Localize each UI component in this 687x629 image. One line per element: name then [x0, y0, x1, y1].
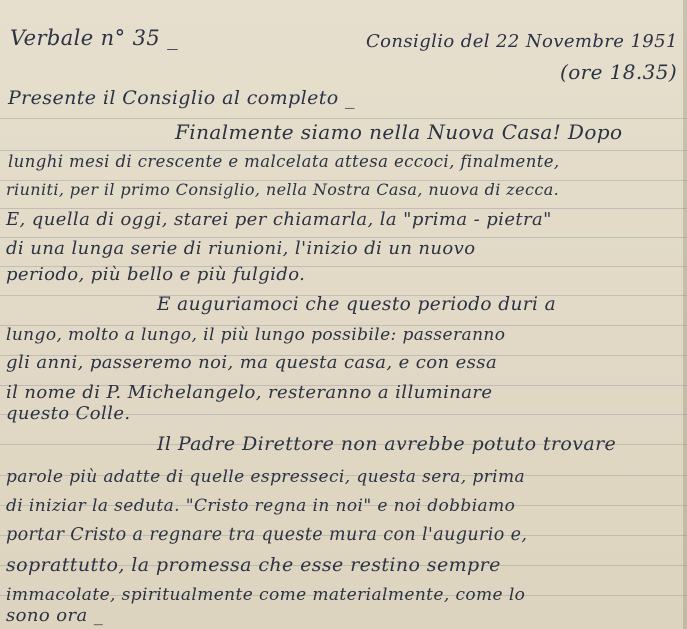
- text-line: E, quella di oggi, starei per chiamarla, la "prima - pietra": [6, 209, 552, 230]
- verbale-number: Verbale n° 35 _: [10, 26, 179, 50]
- text-line: di iniziar la seduta. "Cristo regna in noi" e noi dobbiamo: [6, 496, 516, 516]
- text-line: immacolate, spiritualmente come materialmente, come lo: [6, 585, 526, 605]
- text-line: gli anni, passeremo noi, ma questa casa, e con essa: [6, 352, 498, 373]
- text-line: Presente il Consiglio al completo _: [8, 87, 355, 109]
- text-line: riuniti, per il primo Consiglio, nella Nostra Casa, nuova di zecca.: [6, 180, 560, 199]
- text-line: parole più adatte di quelle espresseci, questa sera, prima: [6, 467, 526, 487]
- page-edge: [683, 0, 687, 629]
- text-line: Il Padre Direttore non avrebbe potuto trovare: [157, 433, 617, 455]
- text-line: soprattutto, la promessa che esse restino sempre: [6, 554, 501, 576]
- meeting-time: (ore 18.35): [560, 60, 678, 84]
- text-line: lunghi mesi di crescente e malcelata attesa eccoci, finalmente,: [8, 152, 560, 171]
- text-line: sono ora _: [6, 605, 104, 626]
- text-line: portar Cristo a regnare tra queste mura con l'augurio e,: [6, 525, 528, 545]
- text-line: periodo, più bello e più fulgido.: [6, 264, 306, 285]
- text-line: questo Colle.: [6, 403, 131, 424]
- meeting-date: Consiglio del 22 Novembre 1951: [366, 31, 678, 52]
- ruled-line: [0, 118, 687, 119]
- text-line: E auguriamoci che questo periodo duri a: [157, 294, 557, 315]
- text-line: Finalmente siamo nella Nuova Casa! Dopo: [175, 120, 623, 144]
- text-line: lungo, molto a lungo, il più lungo possibile: passeranno: [6, 325, 506, 345]
- text-line: il nome di P. Michelangelo, resteranno a illuminare: [6, 382, 493, 403]
- text-line: di una lunga serie di riunioni, l'inizio di un nuovo: [6, 238, 476, 259]
